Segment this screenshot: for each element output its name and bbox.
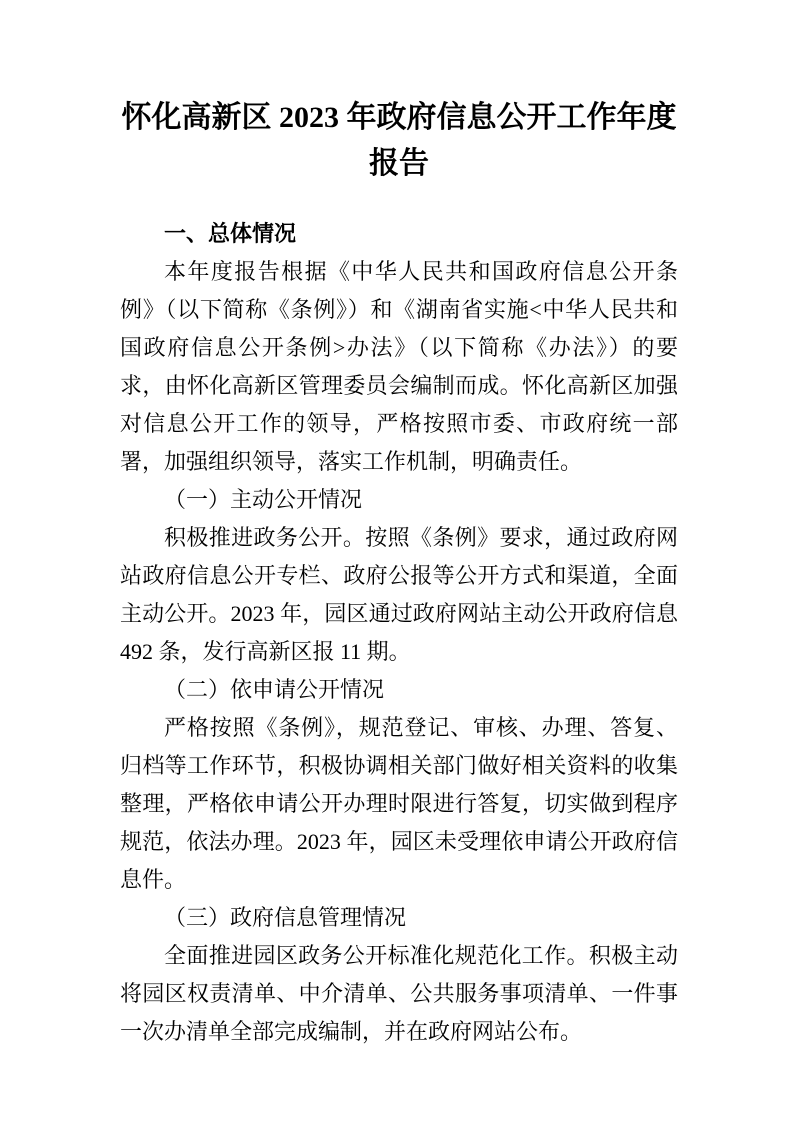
document-title: 怀化高新区 2023 年政府信息公开工作年度报告 — [121, 101, 677, 180]
body-paragraph: 全面推进园区政务公开标准化规范化工作。积极主动将园区权责清单、中介清单、公共服务事项清单、一件事一次办清单全部完成编制，并在政府网站公布。 — [120, 943, 678, 1044]
section-heading: 一、总体情况 — [164, 221, 297, 246]
body-paragraph: 严格按照《条例》，规范登记、审核、办理、答复、归档等工作环节，积极协调相关部门做好相关资料的收集整理，严格依申请公开办理时限进行答复，切实做到程序规范，依法办理。2023 年，园区未受理依申请公开政府信息件。 — [120, 715, 678, 892]
subsection-heading: （二）依申请公开情况 — [164, 677, 385, 702]
body-paragraph: 本年度报告根据《中华人民共和国政府信息公开条例》（以下简称《条例》）和《湖南省实施<中华人民共和国政府信息公开条例>办法》（以下简称《办法》）的要求，由怀化高新区管理委员会编制而成。怀化高新区加强对信息公开工作的领导，严格按照市委、市政府统一部署，加强组织领导，落实工作机制，明确责任。 — [120, 259, 678, 474]
subsection-heading: （一）主动公开情况 — [164, 487, 363, 512]
subsection-heading: （三）政府信息管理情况 — [164, 905, 407, 930]
body-paragraph: 积极推进政务公开。按照《条例》要求，通过政府网站政府信息公开专栏、政府公报等公开方式和渠道，全面主动公开。2023 年，园区通过政府网站主动公开政府信息 492 条，发行高新区报 11 期。 — [120, 525, 678, 664]
